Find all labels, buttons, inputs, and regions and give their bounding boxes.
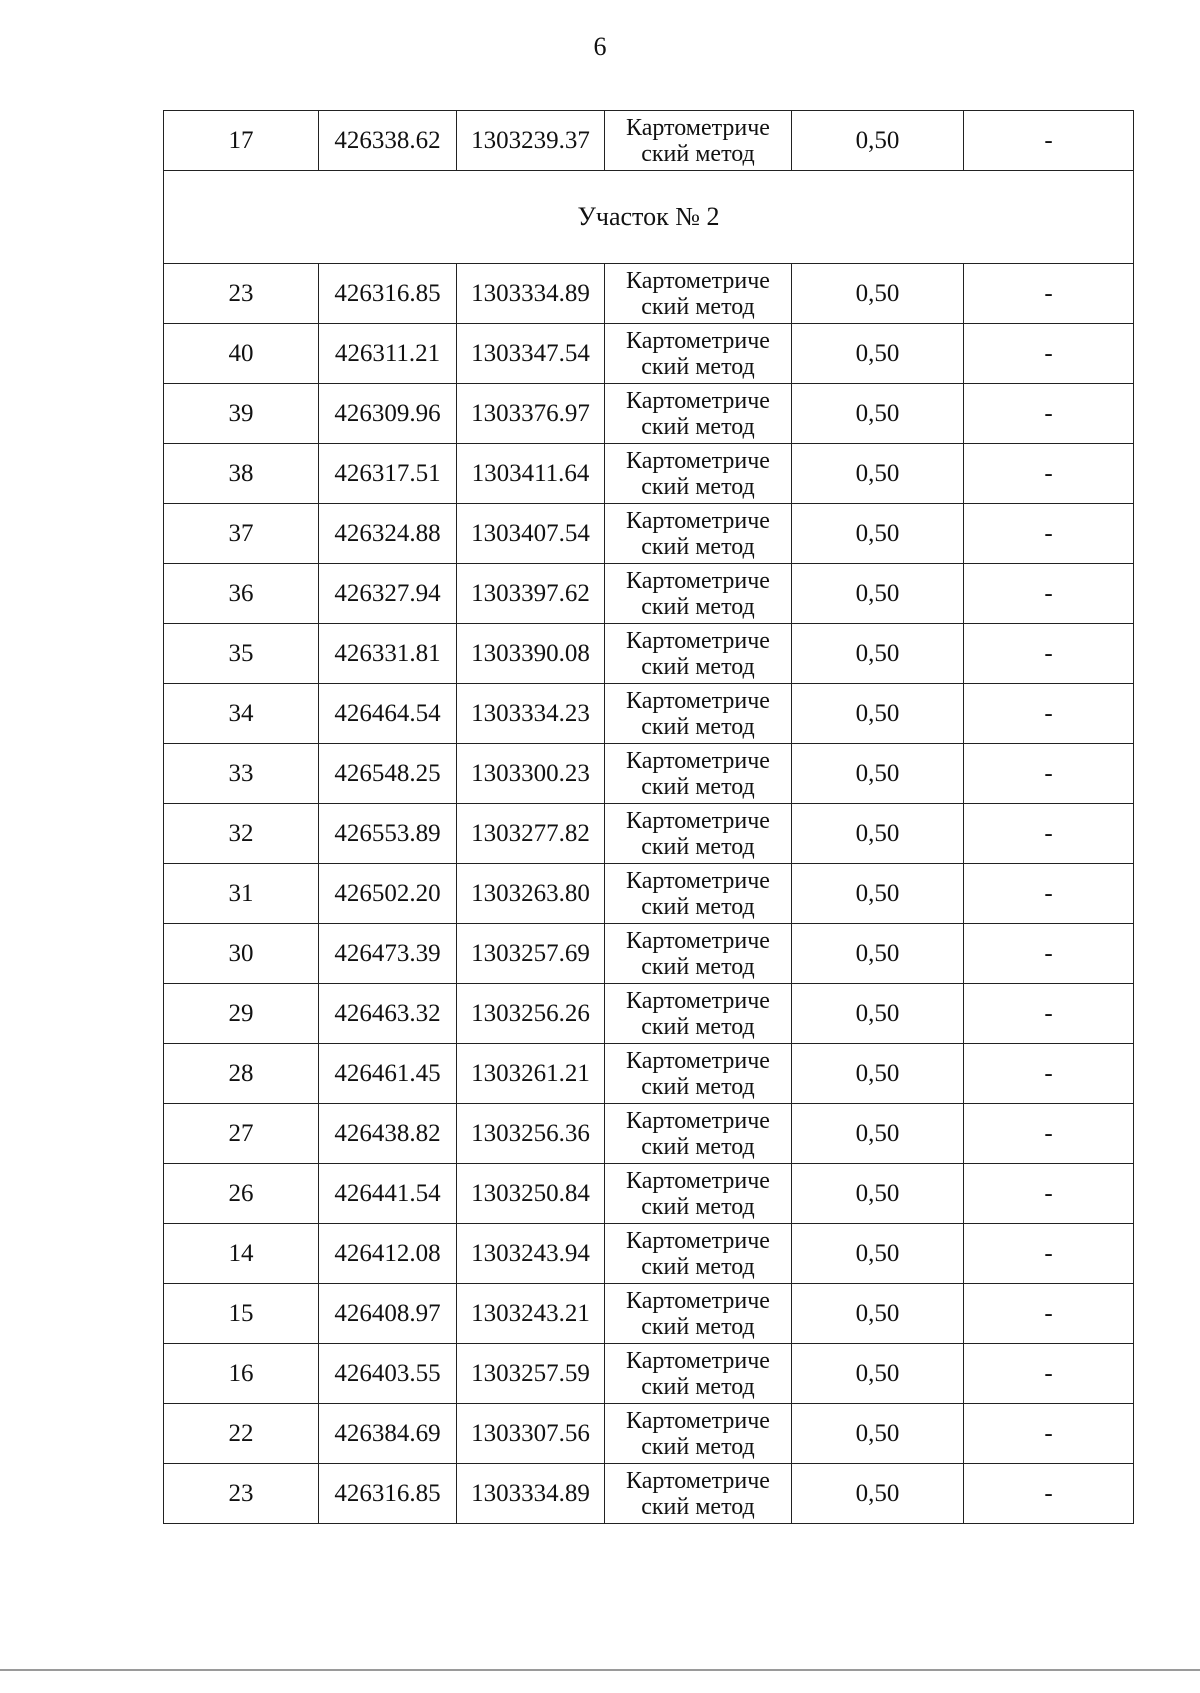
- y-coordinate-cell: 1303307.56: [457, 1404, 605, 1464]
- point-cell: 34: [164, 684, 319, 744]
- method-cell: Картометриче ский метод: [605, 864, 792, 924]
- x-coordinate-cell: 426338.62: [319, 111, 457, 171]
- accuracy-cell: 0,50: [792, 864, 964, 924]
- accuracy-cell: 0,50: [792, 504, 964, 564]
- point-cell: 35: [164, 624, 319, 684]
- point-cell: 31: [164, 864, 319, 924]
- table-row: [164, 624, 1134, 684]
- x-coordinate-cell: 426403.55: [319, 1344, 457, 1404]
- y-coordinate-cell: 1303277.82: [457, 804, 605, 864]
- accuracy-cell: 0,50: [792, 1104, 964, 1164]
- table-row: [164, 984, 1134, 1044]
- point-cell: 22: [164, 1404, 319, 1464]
- point-cell: 36: [164, 564, 319, 624]
- y-coordinate-cell: 1303256.26: [457, 984, 605, 1044]
- method-cell: Картометриче ский метод: [605, 984, 792, 1044]
- point-cell: 29: [164, 984, 319, 1044]
- accuracy-cell: 0,50: [792, 1284, 964, 1344]
- note-cell: -: [964, 1344, 1134, 1404]
- y-coordinate-cell: 1303347.54: [457, 324, 605, 384]
- method-cell: Картометриче ский метод: [605, 1404, 792, 1464]
- x-coordinate-cell: 426384.69: [319, 1404, 457, 1464]
- table-row: [164, 324, 1134, 384]
- x-coordinate-cell: 426324.88: [319, 504, 457, 564]
- y-coordinate-cell: 1303257.59: [457, 1344, 605, 1404]
- method-cell: Картометриче ский метод: [605, 1344, 792, 1404]
- note-cell: -: [964, 384, 1134, 444]
- note-cell: -: [964, 1224, 1134, 1284]
- bottom-rule: [0, 1669, 1200, 1671]
- point-cell: 32: [164, 804, 319, 864]
- y-coordinate-cell: 1303243.21: [457, 1284, 605, 1344]
- accuracy-cell: 0,50: [792, 1164, 964, 1224]
- accuracy-cell: 0,50: [792, 624, 964, 684]
- coordinates-table: [163, 110, 1134, 1524]
- table-row: [164, 264, 1134, 324]
- table-row: [164, 564, 1134, 624]
- point-cell: 30: [164, 924, 319, 984]
- note-cell: -: [964, 924, 1134, 984]
- table-row: [164, 1164, 1134, 1224]
- accuracy-cell: 0,50: [792, 1044, 964, 1104]
- note-cell: -: [964, 111, 1134, 171]
- accuracy-cell: 0,50: [792, 324, 964, 384]
- accuracy-cell: 0,50: [792, 444, 964, 504]
- x-coordinate-cell: 426412.08: [319, 1224, 457, 1284]
- point-cell: 23: [164, 1464, 319, 1524]
- y-coordinate-cell: 1303334.23: [457, 684, 605, 744]
- method-cell: Картометриче ский метод: [605, 564, 792, 624]
- table-row: [164, 864, 1134, 924]
- point-cell: 33: [164, 744, 319, 804]
- method-cell: Картометриче ский метод: [605, 924, 792, 984]
- point-cell: 16: [164, 1344, 319, 1404]
- x-coordinate-cell: 426316.85: [319, 1464, 457, 1524]
- note-cell: -: [964, 444, 1134, 504]
- table-row: [164, 1404, 1134, 1464]
- method-cell: Картометриче ский метод: [605, 744, 792, 804]
- method-cell: Картометриче ский метод: [605, 1164, 792, 1224]
- x-coordinate-cell: 426502.20: [319, 864, 457, 924]
- table-row: [164, 744, 1134, 804]
- x-coordinate-cell: 426441.54: [319, 1164, 457, 1224]
- x-coordinate-cell: 426309.96: [319, 384, 457, 444]
- accuracy-cell: 0,50: [792, 111, 964, 171]
- y-coordinate-cell: 1303256.36: [457, 1104, 605, 1164]
- note-cell: -: [964, 1044, 1134, 1104]
- method-cell: Картометриче ский метод: [605, 1464, 792, 1524]
- note-cell: -: [964, 504, 1134, 564]
- accuracy-cell: 0,50: [792, 1464, 964, 1524]
- x-coordinate-cell: 426553.89: [319, 804, 457, 864]
- note-cell: -: [964, 624, 1134, 684]
- method-cell: Картометриче ский метод: [605, 624, 792, 684]
- accuracy-cell: 0,50: [792, 384, 964, 444]
- section-title: Участок № 2: [164, 171, 1134, 264]
- y-coordinate-cell: 1303407.54: [457, 504, 605, 564]
- accuracy-cell: 0,50: [792, 924, 964, 984]
- accuracy-cell: 0,50: [792, 804, 964, 864]
- table-row: [164, 1284, 1134, 1344]
- x-coordinate-cell: 426548.25: [319, 744, 457, 804]
- y-coordinate-cell: 1303411.64: [457, 444, 605, 504]
- point-cell: 26: [164, 1164, 319, 1224]
- table-row: [164, 384, 1134, 444]
- x-coordinate-cell: 426317.51: [319, 444, 457, 504]
- table-row: [164, 1344, 1134, 1404]
- page-number: 6: [593, 32, 607, 61]
- section-row: [164, 171, 1134, 264]
- accuracy-cell: 0,50: [792, 1224, 964, 1284]
- table-row: [164, 111, 1134, 171]
- point-cell: 17: [164, 111, 319, 171]
- y-coordinate-cell: 1303263.80: [457, 864, 605, 924]
- point-cell: 38: [164, 444, 319, 504]
- note-cell: -: [964, 264, 1134, 324]
- point-cell: 27: [164, 1104, 319, 1164]
- point-cell: 39: [164, 384, 319, 444]
- table-row: [164, 1224, 1134, 1284]
- method-cell: Картометриче ский метод: [605, 444, 792, 504]
- note-cell: -: [964, 1404, 1134, 1464]
- accuracy-cell: 0,50: [792, 264, 964, 324]
- method-cell: Картометриче ский метод: [605, 111, 792, 171]
- table-row: [164, 444, 1134, 504]
- method-cell: Картометриче ский метод: [605, 504, 792, 564]
- method-cell: Картометриче ский метод: [605, 1224, 792, 1284]
- x-coordinate-cell: 426473.39: [319, 924, 457, 984]
- note-cell: -: [964, 324, 1134, 384]
- note-cell: -: [964, 564, 1134, 624]
- method-cell: Картометриче ский метод: [605, 804, 792, 864]
- x-coordinate-cell: 426331.81: [319, 624, 457, 684]
- table-row: [164, 504, 1134, 564]
- accuracy-cell: 0,50: [792, 564, 964, 624]
- table-row: [164, 1464, 1134, 1524]
- y-coordinate-cell: 1303390.08: [457, 624, 605, 684]
- y-coordinate-cell: 1303397.62: [457, 564, 605, 624]
- y-coordinate-cell: 1303261.21: [457, 1044, 605, 1104]
- note-cell: -: [964, 1464, 1134, 1524]
- y-coordinate-cell: 1303376.97: [457, 384, 605, 444]
- point-cell: 37: [164, 504, 319, 564]
- accuracy-cell: 0,50: [792, 684, 964, 744]
- y-coordinate-cell: 1303243.94: [457, 1224, 605, 1284]
- table-row: [164, 804, 1134, 864]
- method-cell: Картометриче ский метод: [605, 384, 792, 444]
- x-coordinate-cell: 426316.85: [319, 264, 457, 324]
- point-cell: 15: [164, 1284, 319, 1344]
- accuracy-cell: 0,50: [792, 984, 964, 1044]
- method-cell: Картометриче ский метод: [605, 1044, 792, 1104]
- point-cell: 28: [164, 1044, 319, 1104]
- method-cell: Картометриче ский метод: [605, 1284, 792, 1344]
- accuracy-cell: 0,50: [792, 1344, 964, 1404]
- table-row: [164, 1044, 1134, 1104]
- accuracy-cell: 0,50: [792, 1404, 964, 1464]
- note-cell: -: [964, 1104, 1134, 1164]
- y-coordinate-cell: 1303334.89: [457, 1464, 605, 1524]
- point-cell: 23: [164, 264, 319, 324]
- y-coordinate-cell: 1303300.23: [457, 744, 605, 804]
- table-row: [164, 684, 1134, 744]
- x-coordinate-cell: 426327.94: [319, 564, 457, 624]
- y-coordinate-cell: 1303239.37: [457, 111, 605, 171]
- y-coordinate-cell: 1303250.84: [457, 1164, 605, 1224]
- x-coordinate-cell: 426464.54: [319, 684, 457, 744]
- method-cell: Картометриче ский метод: [605, 684, 792, 744]
- note-cell: -: [964, 744, 1134, 804]
- note-cell: -: [964, 1284, 1134, 1344]
- method-cell: Картометриче ский метод: [605, 324, 792, 384]
- x-coordinate-cell: 426311.21: [319, 324, 457, 384]
- x-coordinate-cell: 426438.82: [319, 1104, 457, 1164]
- note-cell: -: [964, 684, 1134, 744]
- note-cell: -: [964, 864, 1134, 924]
- method-cell: Картометриче ский метод: [605, 264, 792, 324]
- y-coordinate-cell: 1303257.69: [457, 924, 605, 984]
- x-coordinate-cell: 426461.45: [319, 1044, 457, 1104]
- x-coordinate-cell: 426463.32: [319, 984, 457, 1044]
- table-row: [164, 1104, 1134, 1164]
- table-row: [164, 924, 1134, 984]
- point-cell: 40: [164, 324, 319, 384]
- y-coordinate-cell: 1303334.89: [457, 264, 605, 324]
- accuracy-cell: 0,50: [792, 744, 964, 804]
- note-cell: -: [964, 804, 1134, 864]
- x-coordinate-cell: 426408.97: [319, 1284, 457, 1344]
- method-cell: Картометриче ский метод: [605, 1104, 792, 1164]
- note-cell: -: [964, 984, 1134, 1044]
- table-body: [164, 111, 1134, 1524]
- note-cell: -: [964, 1164, 1134, 1224]
- point-cell: 14: [164, 1224, 319, 1284]
